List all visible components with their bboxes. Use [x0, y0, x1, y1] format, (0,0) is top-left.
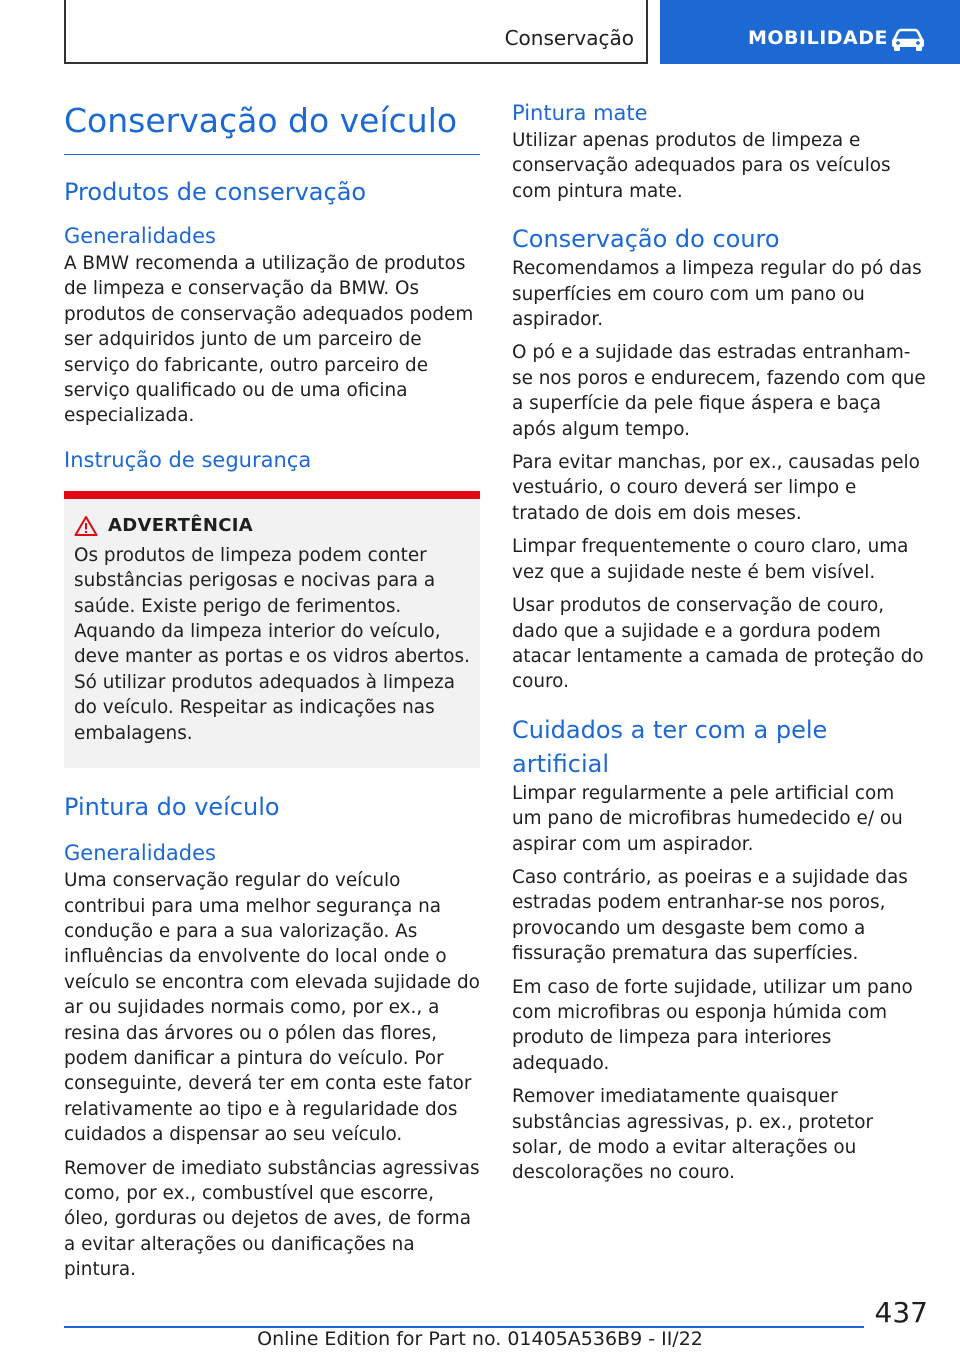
- heading-paint-general: Generalidades: [64, 841, 216, 866]
- leather-para-1: Recomendamos a limpeza regular do pó das superfícies em couro com um pano ou aspirador.: [512, 258, 922, 331]
- heading-safety: Instrução de segurança: [64, 447, 312, 472]
- heading-matte: Pintura mate: [512, 101, 648, 125]
- paint-para-2: Remover de imediato substâncias agressivas como, por ex., combustível que escorre, óleo, gorduras ou dejetos de aves, de forma a evitar alterações ou danificações na pintura.: [64, 1157, 480, 1281]
- artificial-para-2: Caso contrário, as poeiras e a sujidade das estradas podem entranhar-se nos poros, provocando um desgaste bem como a fissuração prematura das superfícies.: [512, 866, 908, 965]
- heading-paint: Pintura do veículo: [64, 793, 280, 822]
- artificial-para-3: Em caso de forte sujidade, utilizar um pano com microfibras ou esponja húmida com produto de limpeza para interiores adequado.: [512, 976, 913, 1074]
- leather-para-5: Usar produtos de conservação de couro, dado que a sujidade e a gordura podem atacar lentamente a camada de proteção do couro.: [512, 595, 924, 693]
- header-section-title: Conservação: [504, 26, 634, 50]
- warning-triangle-icon: [74, 515, 98, 537]
- header-chapter-title: MOBILIDADE: [748, 27, 889, 49]
- page-title: Conservação do veículo: [64, 96, 480, 155]
- warning-title: ADVERTÊNCIA: [108, 515, 253, 537]
- warning-text: Os produtos de limpeza podem conter substâncias perigosas e nocivas para a saúde. Existe perigo de ferimentos. Aquando da limpeza interior do veículo, deve manter as portas e os vidros abertos. Só utilizar produtos adequados à limpeza do veículo. Respeitar as indicações nas embalagens.: [74, 544, 470, 744]
- warning-header: [74, 515, 470, 537]
- products-general-text: A BMW recomenda a utilização de produtos de limpeza e conservação da BMW. Os produtos de conservação adequados podem ser adquiridos junto de um parceiro de serviço do fabricante, outro parceiro de serviço qualificado ou de uma oficina especializada.: [64, 253, 474, 427]
- leather-para-3: Para evitar manchas, por ex., causadas pelo vestuário, o couro deverá ser limpo e tratado de dois em dois meses.: [512, 452, 920, 524]
- footer-edition: Online Edition for Part no. 01405A536B9 - II/22: [257, 1328, 703, 1350]
- artificial-para-1: Limpar regularmente a pele artificial com um pano de microfibras humedecido e/ ou aspirar com um aspirador.: [512, 782, 903, 855]
- right-column: [512, 96, 928, 1194]
- left-column: [64, 96, 480, 1291]
- page-number: 437: [874, 1296, 928, 1329]
- car-icon: [890, 28, 926, 52]
- leather-para-4: Limpar frequentemente o couro claro, uma vez que a sujidade neste é bem visível.: [512, 536, 909, 583]
- paint-para-1: Uma conservação regular do veículo contribui para uma melhor segurança na condução e para a sua valorização. As influências da envolvente do local onde o veículo se encontra com elevada sujidade do ar ou sujidades normais como, por ex., a resina das árvores ou o pólen das flores, podem danificar a pintura do veículo. Por conseguinte, deverá ter em conta este fator relativamente ao tipo e à regularidade dos cuidados a dispensar ao seu veículo.: [64, 870, 480, 1146]
- header-section-box: [64, 0, 648, 64]
- matte-text: Utilizar apenas produtos de limpeza e conservação adequados para os veículos com pintura mate.: [512, 130, 891, 202]
- artificial-para-4: Remover imediatamente quaisquer substâncias agressivas, p. ex., protetor solar, de modo a evitar alterações ou descolorações no couro.: [512, 1086, 874, 1184]
- header-chapter-tab[interactable]: [660, 0, 960, 64]
- leather-para-2: O pó e a sujidade das estradas entranham-se nos poros e endurecem, fazendo com que a superfície da pele fique áspera e baça após algum tempo.: [512, 342, 926, 440]
- heading-products-general: Generalidades: [64, 224, 216, 248]
- warning-box: [64, 491, 480, 768]
- heading-leather: Conservação do couro: [512, 225, 780, 254]
- heading-products: Produtos de conservação: [64, 178, 367, 206]
- heading-artificial-leather: Cuidados a ter com a pele artificial: [512, 715, 828, 778]
